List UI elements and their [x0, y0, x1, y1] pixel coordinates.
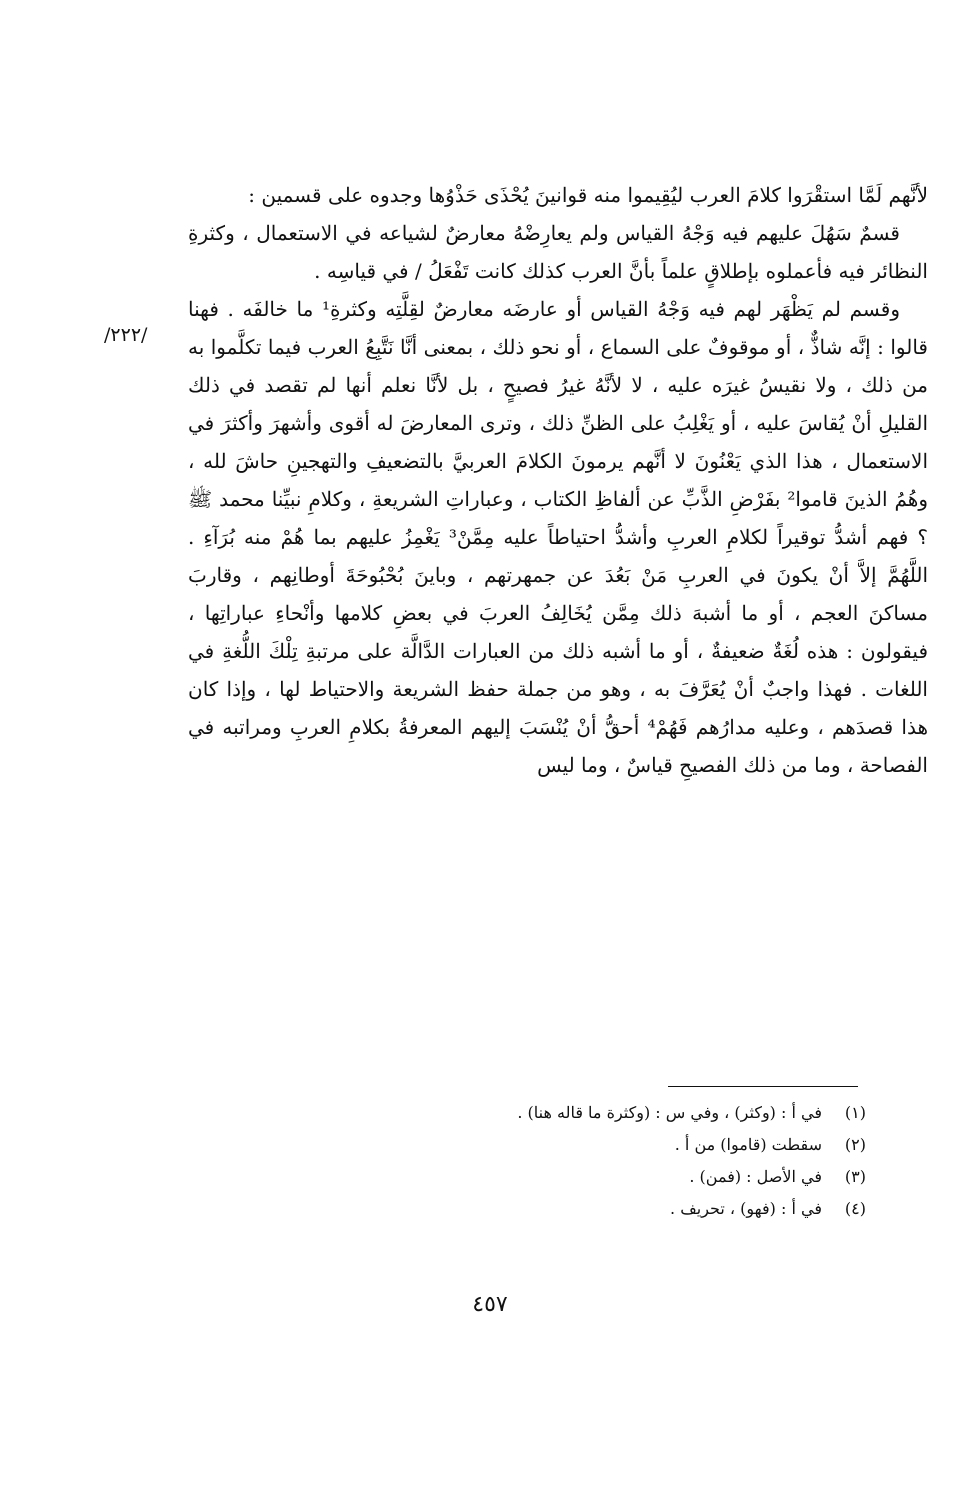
footnote-item	[200, 1193, 866, 1225]
manuscript-folio-marker: /٢٢٢/	[104, 324, 148, 346]
footnote-divider	[668, 1086, 858, 1087]
footnote-number: (١)	[844, 1103, 866, 1122]
footnote-item	[200, 1097, 866, 1129]
footnote-number: (٤)	[844, 1199, 866, 1218]
page-number: ٤٥٧	[472, 1292, 508, 1317]
footnote-number: (٣)	[844, 1167, 866, 1186]
footnote-text: سقطت (قاموا) من أ .	[674, 1135, 822, 1154]
footnotes	[200, 1097, 866, 1225]
footnote-text: في الأصل : (فمن) .	[689, 1167, 822, 1186]
paragraph: قسمٌ سَهُلَ عليهم فيه وَجْهُ القياس ولم يعارِضْهُ معارضٌ لشياعه في الاستعمال ، وكثرةِ النظائر فيه فأعملوه بإطلاقٍ علماً بأنَّ العرب كذلك كانت تَفْعَلُ / في قياسِه .	[188, 221, 928, 283]
main-text	[188, 176, 928, 784]
footnote-item	[200, 1129, 866, 1161]
footnote-number: (٢)	[844, 1135, 866, 1154]
paragraph: وقسم لم يَظْهَر لهم فيه وَجْهُ القياس أو عارضَه معارضٌ لقِلَّتِه وكثرةِ¹ ما خالفَه . فهنا قالوا : إنَّه شاذٌّ ، أو موقوفٌ على السماع ، أو نحو ذلك ، بمعنى أنَّا نَتَّبِعُ العرب فيما تكلَّموا به من ذلك ، ولا نقيسُ غيرَه عليه ، لا لأنَّهُ غيرُ فصيحٍ ، بل لأنَّا نعلم أنها لم تقصد في ذلك القليلِ أنْ يُقاسَ عليه ، أو يَغْلِبُ على الظنِّ ذلك ، وترى المعارضَ له أقوى وأشهرَ وأكثرَ في الاستعمال ، هذا الذي يَعْنُونَ لا أنَّهم يرمونَ الكلامَ العربيَّ بالتضعيفِ والتهجينِ حاشَ لله ، وهُمُ الذينَ قاموا² بفَرْضِ الذَّبِّ عن ألفاظِ الكتاب ، وعباراتِ الشريعةِ ، وكلامِ نبيِّنا محمد ﷺ ؟ فهم أشدُّ توقيراً لكلامِ العربِ وأشدُّ احتياطاً عليه مِمَّنْ³ يَغْمِزُ عليهم بما هُمْ منه بُرَآءِ . اللَّهُمَّ إلاَّ أنْ يكونَ في العربِ مَنْ بَعُدَ عن جمهرتهم ، وباينَ بُحْبُوحَةَ أوطانِهم ، وقاربَ مساكنَ العجم ، أو ما أشبهَ ذلك مِمَّن يُخَالِفُ العربَ في بعضِ كلامها وأنْحاءِ عباراتِها ، فيقولون : هذه لُغَةٌ ضعيفةٌ ، أو ما أشبه ذلك من العبارات الدَّالَّة على مرتبةِ تِلْكَ اللُّغةِ في اللغات . فهذا واجبٌ أنْ يُعَرَّفَ به ، وهو من جملة حفظ الشريعة والاحتياط لها ، وإذا كان هذا قصدَهم ، وعليه مدارُهم فَهُمْ⁴ أحقُّ أنْ يُنْسَبَ إليهم المعرفةُ بكلامِ العربِ ومراتبه في الفصاحة ، وما من ذلك الفصيحِ قياسٌ ، وما ليس	[188, 297, 928, 777]
footnote-text: في أ : (فهو) ، تحريف .	[670, 1199, 822, 1218]
footnote-text: في أ : (وكثر) ، وفي س : (وكثرة ما قاله هنا) .	[517, 1103, 822, 1122]
paragraph: لأنَّهم لَمَّا استقْرَوا كلامَ العرب ليُقِيموا منه قوانينَ يُحْذَى حَذْوُها وجدوه على قسمين :	[248, 183, 928, 207]
footnote-item	[200, 1161, 866, 1193]
